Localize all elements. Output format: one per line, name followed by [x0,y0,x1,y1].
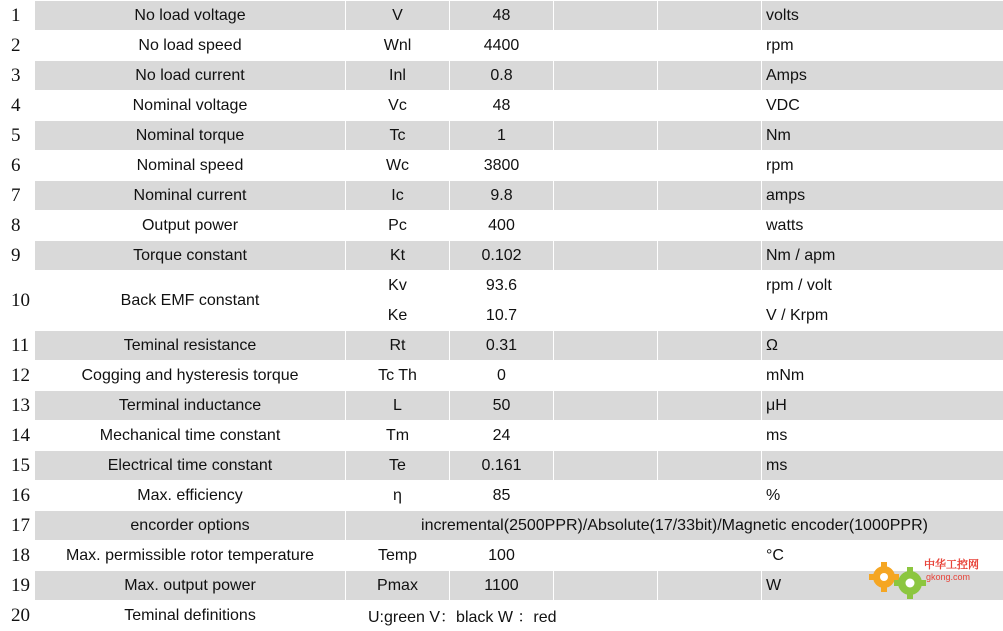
empty-cell [658,121,762,151]
unit-cell: amps [762,181,1003,211]
symbol-cell: Tc [346,121,450,151]
watermark-sub: gkong.com [926,572,970,582]
row-number: 20 [1,601,35,631]
row-number: 8 [1,211,35,241]
empty-cell [554,31,658,61]
value-cell: 0.102 [450,241,554,271]
watermark-title: 中华工控网 [924,556,979,572]
parameter-cell: No load current [35,61,346,91]
table-row [1,601,1003,631]
table-row [1,541,1003,571]
empty-cell [658,241,762,271]
empty-cell [658,1,762,31]
parameter-cell: Nominal speed [35,151,346,181]
empty-cell [554,361,658,391]
table-row [1,151,1003,181]
unit-cell: Nm / apm [762,241,1003,271]
row-number: 15 [1,451,35,481]
empty-cell [554,151,658,181]
empty-cell [658,391,762,421]
unit-cell: ms [762,421,1003,451]
unit-cell: ms [762,451,1003,481]
row-number: 16 [1,481,35,511]
row-number: 7 [1,181,35,211]
parameter-cell: Teminal definitions [35,601,346,631]
unit-cell: rpm [762,151,1003,181]
parameter-cell: Nominal current [35,181,346,211]
row-number: 11 [1,331,35,361]
unit-cell: volts [762,1,1003,31]
empty-cell [554,121,658,151]
value-cell: 9.8 [450,181,554,211]
parameter-cell: Max. output power [35,571,346,601]
parameter-cell: Max. permissible rotor temperature [35,541,346,571]
symbol-cell: Tm [346,421,450,451]
value-cell: 0.161 [450,451,554,481]
value-cell: 0.8 [450,61,554,91]
parameter-cell: No load voltage [35,1,346,31]
row-number: 13 [1,391,35,421]
empty-cell [554,331,658,361]
empty-cell [658,91,762,121]
table-row [1,181,1003,211]
table-row [1,121,1003,151]
unit-cell: rpm / volt [762,271,1003,301]
table-row [1,211,1003,241]
parameter-cell: Output power [35,211,346,241]
parameter-cell: Terminal inductance [35,391,346,421]
symbol-cell: V [346,1,450,31]
value-cell: 0 [450,361,554,391]
unit-cell: % [762,481,1003,511]
symbol-cell: Ke [346,301,450,331]
row-number: 18 [1,541,35,571]
empty-cell [554,421,658,451]
value-cell: 0.31 [450,331,554,361]
unit-cell: °C [762,541,1003,571]
symbol-cell: Tc Th [346,361,450,391]
symbol-cell: Temp [346,541,450,571]
row-number: 19 [1,571,35,601]
empty-cell [658,571,762,601]
empty-cell [554,481,658,511]
parameter-cell: Mechanical time constant [35,421,346,451]
unit-cell: mNm [762,361,1003,391]
unit-cell: Nm [762,121,1003,151]
table-row [1,61,1003,91]
empty-cell [658,61,762,91]
value-cell: 100 [450,541,554,571]
empty-cell [658,151,762,181]
table-row [1,451,1003,481]
row-number: 9 [1,241,35,271]
row-number: 2 [1,31,35,61]
table-row [1,391,1003,421]
table-row [1,31,1003,61]
symbol-cell: Wc [346,151,450,181]
symbol-cell: Wnl [346,31,450,61]
parameter-cell: Electrical time constant [35,451,346,481]
empty-cell [554,301,658,331]
value-cell: 3800 [450,151,554,181]
symbol-cell: Kv [346,271,450,301]
symbol-cell: Inl [346,61,450,91]
empty-cell [554,61,658,91]
empty-cell [658,541,762,571]
empty-cell [658,181,762,211]
empty-cell [658,211,762,241]
parameter-cell: Back EMF constant [35,271,346,331]
empty-cell [658,421,762,451]
table-row [1,481,1003,511]
unit-cell: μH [762,391,1003,421]
row-number: 17 [1,511,35,541]
empty-cell [658,331,762,361]
symbol-cell: Pc [346,211,450,241]
unit-cell: VDC [762,91,1003,121]
table-row [1,91,1003,121]
row-number: 1 [1,1,35,31]
row-number: 14 [1,421,35,451]
unit-cell: watts [762,211,1003,241]
symbol-cell: η [346,481,450,511]
parameter-cell: Max. efficiency [35,481,346,511]
empty-cell [554,541,658,571]
empty-cell [658,451,762,481]
table-row [1,361,1003,391]
empty-cell [554,451,658,481]
value-cell: 93.6 [450,271,554,301]
empty-cell [658,301,762,331]
symbol-cell: L [346,391,450,421]
value-cell: 50 [450,391,554,421]
empty-cell [554,571,658,601]
empty-cell [554,241,658,271]
row-number: 3 [1,61,35,91]
parameter-cell: No load speed [35,31,346,61]
empty-cell [554,271,658,301]
row-number: 5 [1,121,35,151]
row-number: 4 [1,91,35,121]
empty-cell [658,31,762,61]
value-cell: 1 [450,121,554,151]
table-row [1,421,1003,451]
symbol-cell: Vc [346,91,450,121]
row-number: 6 [1,151,35,181]
parameter-cell: Torque constant [35,241,346,271]
span-value-cell: incremental(2500PPR)/Absolute(17/33bit)/Magnetic encoder(1000PPR) [346,511,1003,541]
empty-cell [554,91,658,121]
symbol-cell: Rt [346,331,450,361]
empty-cell [554,1,658,31]
value-cell: 10.7 [450,301,554,331]
span-value-cell: U:green V：black W ：red [346,601,762,631]
unit-cell: rpm [762,31,1003,61]
unit-cell: Amps [762,61,1003,91]
empty-cell [554,211,658,241]
row-number: 10 [1,271,35,331]
empty-cell [554,181,658,211]
symbol-cell: Te [346,451,450,481]
value-cell: 400 [450,211,554,241]
table-row [1,331,1003,361]
symbol-cell: Pmax [346,571,450,601]
unit-cell: Ω [762,331,1003,361]
parameter-cell: Nominal torque [35,121,346,151]
parameter-cell: Nominal voltage [35,91,346,121]
unit-cell: V / Krpm [762,301,1003,331]
row-number: 12 [1,361,35,391]
table-row [1,241,1003,271]
table-row [1,271,1003,301]
table-row [1,511,1003,541]
parameter-cell: Teminal resistance [35,331,346,361]
value-cell: 48 [450,1,554,31]
value-cell: 85 [450,481,554,511]
table-row [1,1,1003,31]
value-cell: 1100 [450,571,554,601]
empty-cell [554,391,658,421]
empty-cell [658,271,762,301]
symbol-cell: Kt [346,241,450,271]
symbol-cell: Ic [346,181,450,211]
value-cell: 48 [450,91,554,121]
unit-cell: W [762,571,1003,601]
parameter-cell: encorder options [35,511,346,541]
empty-cell [658,361,762,391]
parameter-cell: Cogging and hysteresis torque [35,361,346,391]
value-cell: 4400 [450,31,554,61]
table-row [1,571,1003,601]
value-cell: 24 [450,421,554,451]
empty-cell [658,481,762,511]
